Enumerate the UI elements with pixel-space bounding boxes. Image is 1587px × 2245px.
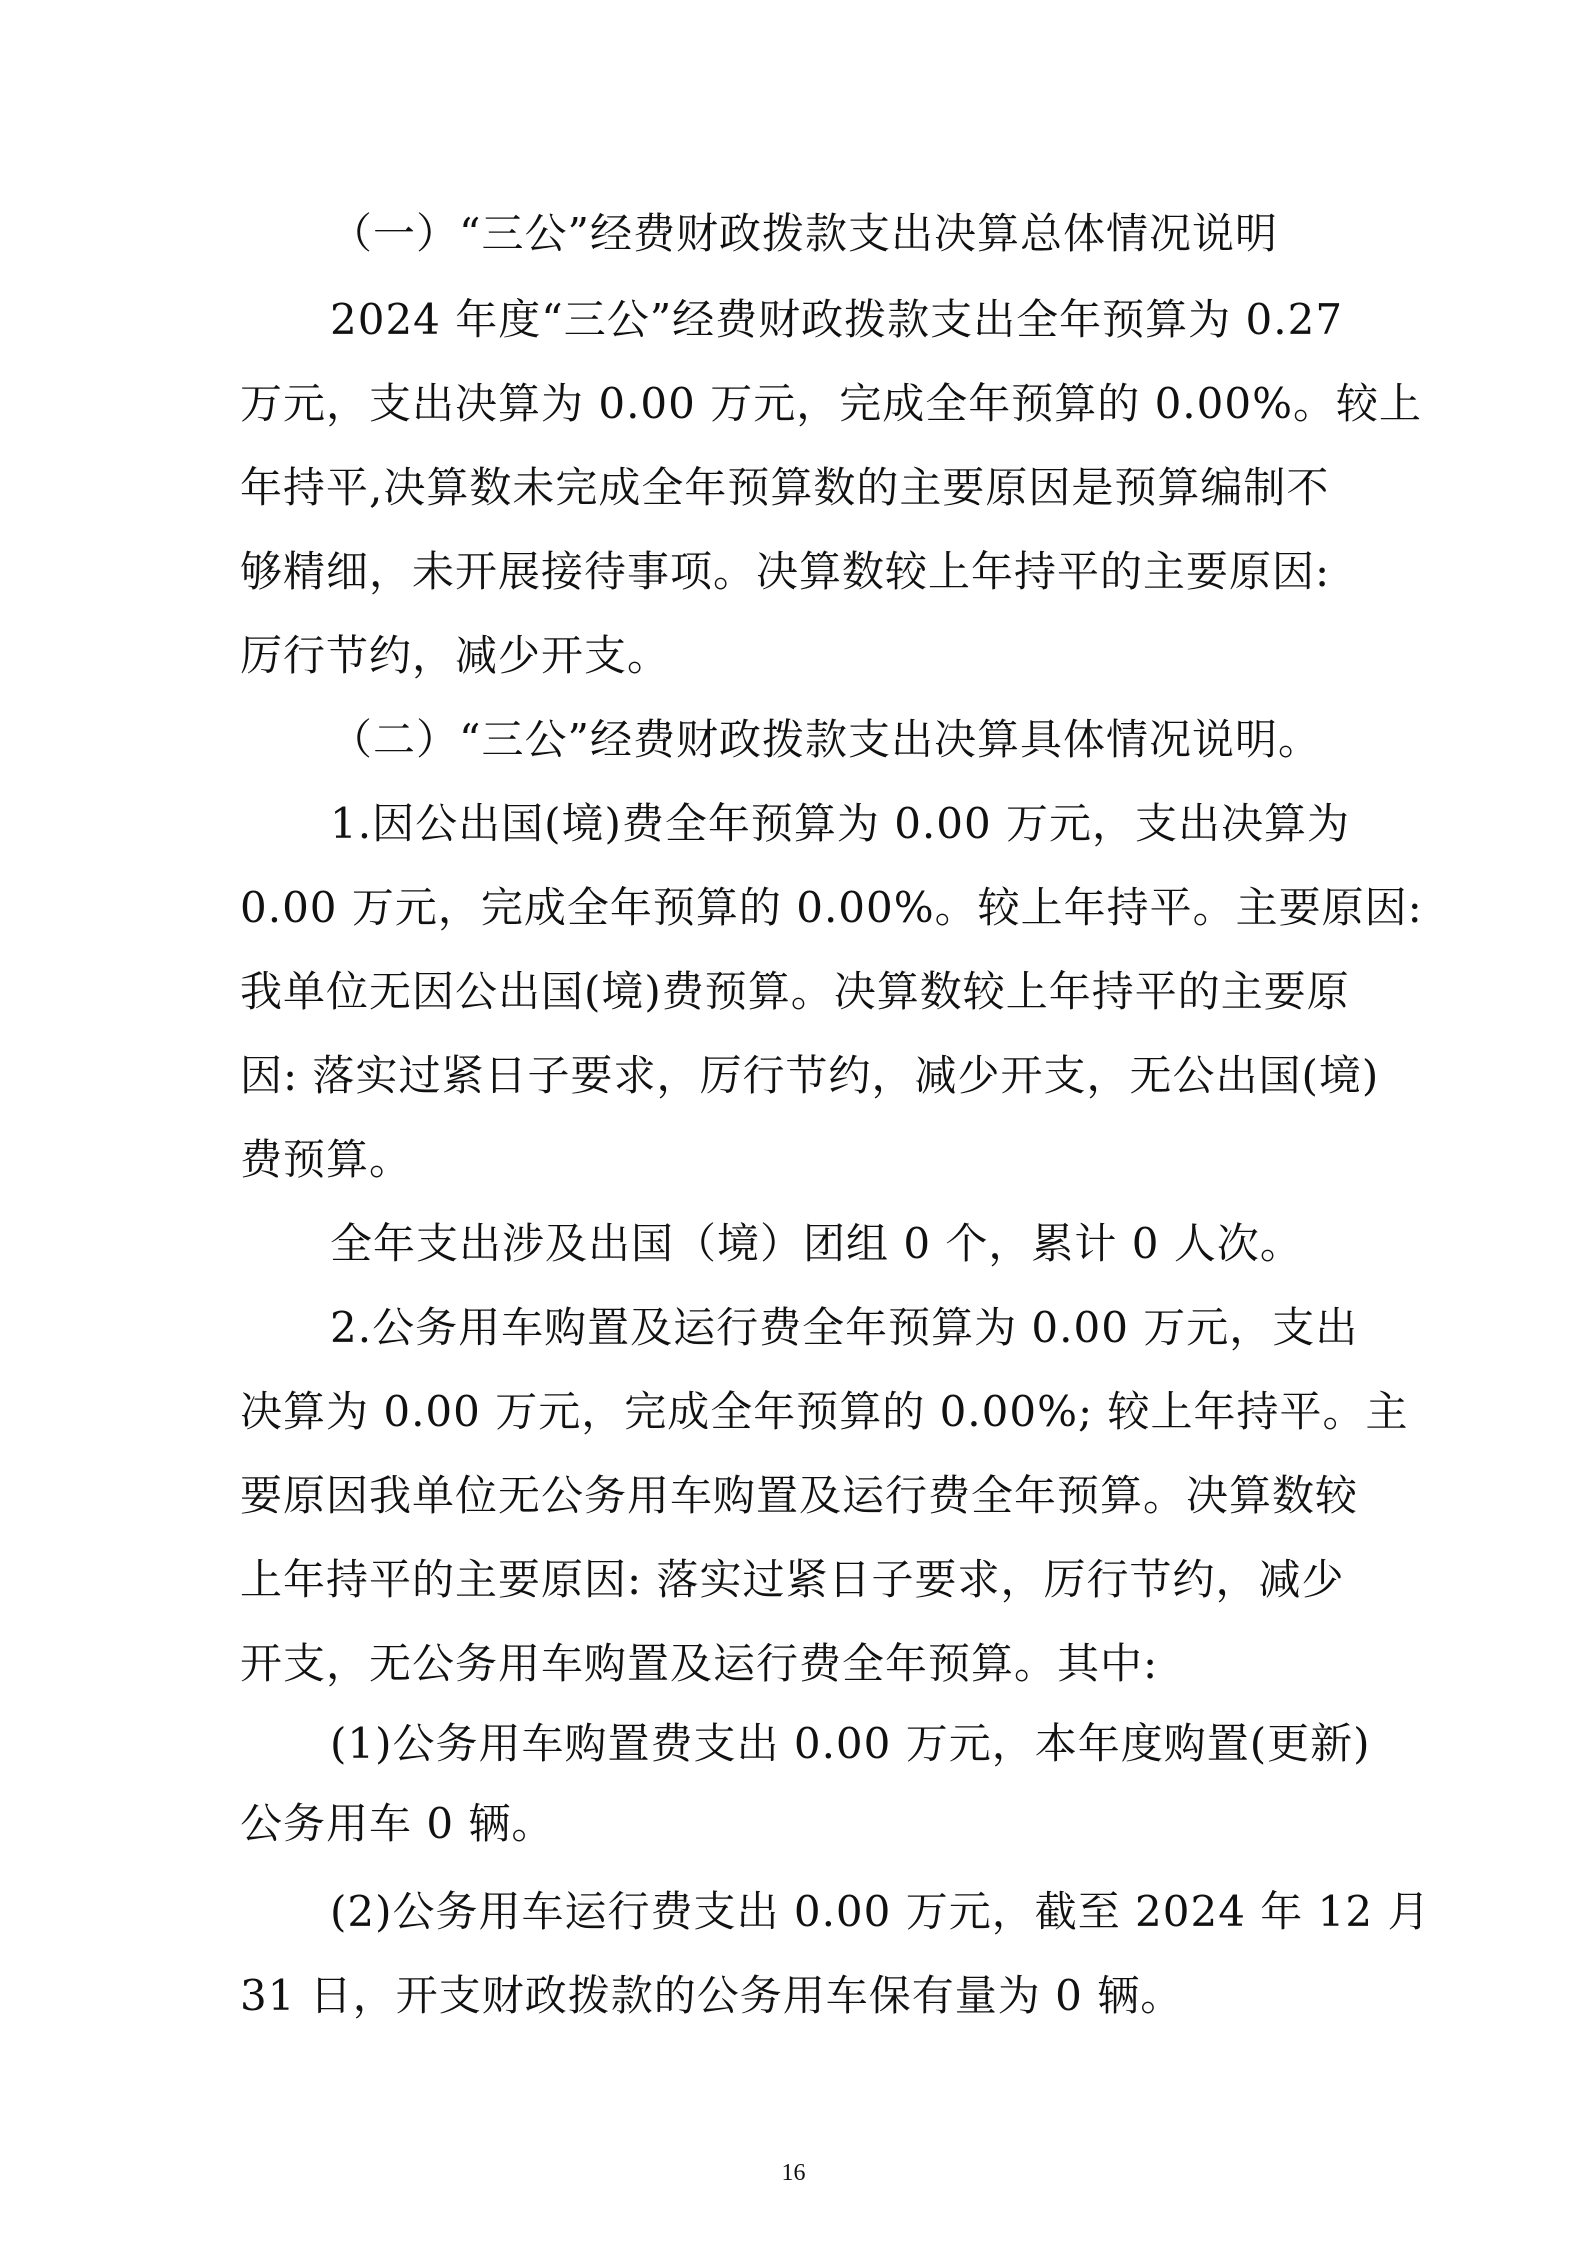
paragraph-line: 万元，支出决算为 0.00 万元，完成全年预算的 0.00%。较上 bbox=[240, 379, 1422, 428]
paragraph-line: 31 日，开支财政拨款的公务用车保有量为 0 辆。 bbox=[240, 1971, 1184, 2020]
paragraph-line: 0.00 万元，完成全年预算的 0.00%。较上年持平。主要原因: bbox=[240, 883, 1423, 932]
paragraph-line: 2.公务用车购置及运行费全年预算为 0.00 万元，支出 bbox=[330, 1303, 1359, 1352]
paragraph-line: (2)公务用车运行费支出 0.00 万元，截至 2024 年 12 月 bbox=[330, 1887, 1431, 1936]
paragraph-line: 因: 落实过紧日子要求，厉行节约，减少开支，无公出国(境) bbox=[240, 1051, 1380, 1100]
paragraph-line: 1.因公出国(境)费全年预算为 0.00 万元，支出决算为 bbox=[330, 799, 1351, 848]
section-heading-detail: （二）“三公”经费财政拨款支出决算具体情况说明。 bbox=[330, 715, 1321, 764]
paragraph-line: 2024 年度“三公”经费财政拨款支出全年预算为 0.27 bbox=[330, 295, 1344, 344]
paragraph-line: (1)公务用车购置费支出 0.00 万元，本年度购置(更新) bbox=[330, 1719, 1371, 1768]
section-heading-overall: （一）“三公”经费财政拨款支出决算总体情况说明 bbox=[330, 209, 1278, 258]
paragraph-line: 厉行节约，减少开支。 bbox=[240, 631, 671, 680]
paragraph-line: 全年支出涉及出国（境）团组 0 个，累计 0 人次。 bbox=[330, 1219, 1303, 1268]
paragraph-line: 开支，无公务用车购置及运行费全年预算。其中: bbox=[240, 1639, 1159, 1688]
paragraph-line: 我单位无因公出国(境)费预算。决算数较上年持平的主要原 bbox=[240, 967, 1350, 1016]
page-number: 16 bbox=[781, 2160, 806, 2186]
paragraph-line: 够精细，未开展接待事项。决算数较上年持平的主要原因: bbox=[240, 547, 1331, 596]
paragraph-line: 公务用车 0 辆。 bbox=[240, 1799, 555, 1848]
paragraph-line: 费预算。 bbox=[240, 1135, 413, 1184]
paragraph-line: 上年持平的主要原因: 落实过紧日子要求，厉行节约，减少 bbox=[240, 1555, 1345, 1604]
paragraph-line: 要原因我单位无公务用车购置及运行费全年预算。决算数较 bbox=[240, 1471, 1359, 1520]
paragraph-line: 决算为 0.00 万元，完成全年预算的 0.00%; 较上年持平。主 bbox=[240, 1387, 1409, 1436]
paragraph-line: 年持平,决算数未完成全年预算数的主要原因是预算编制不 bbox=[240, 463, 1330, 512]
